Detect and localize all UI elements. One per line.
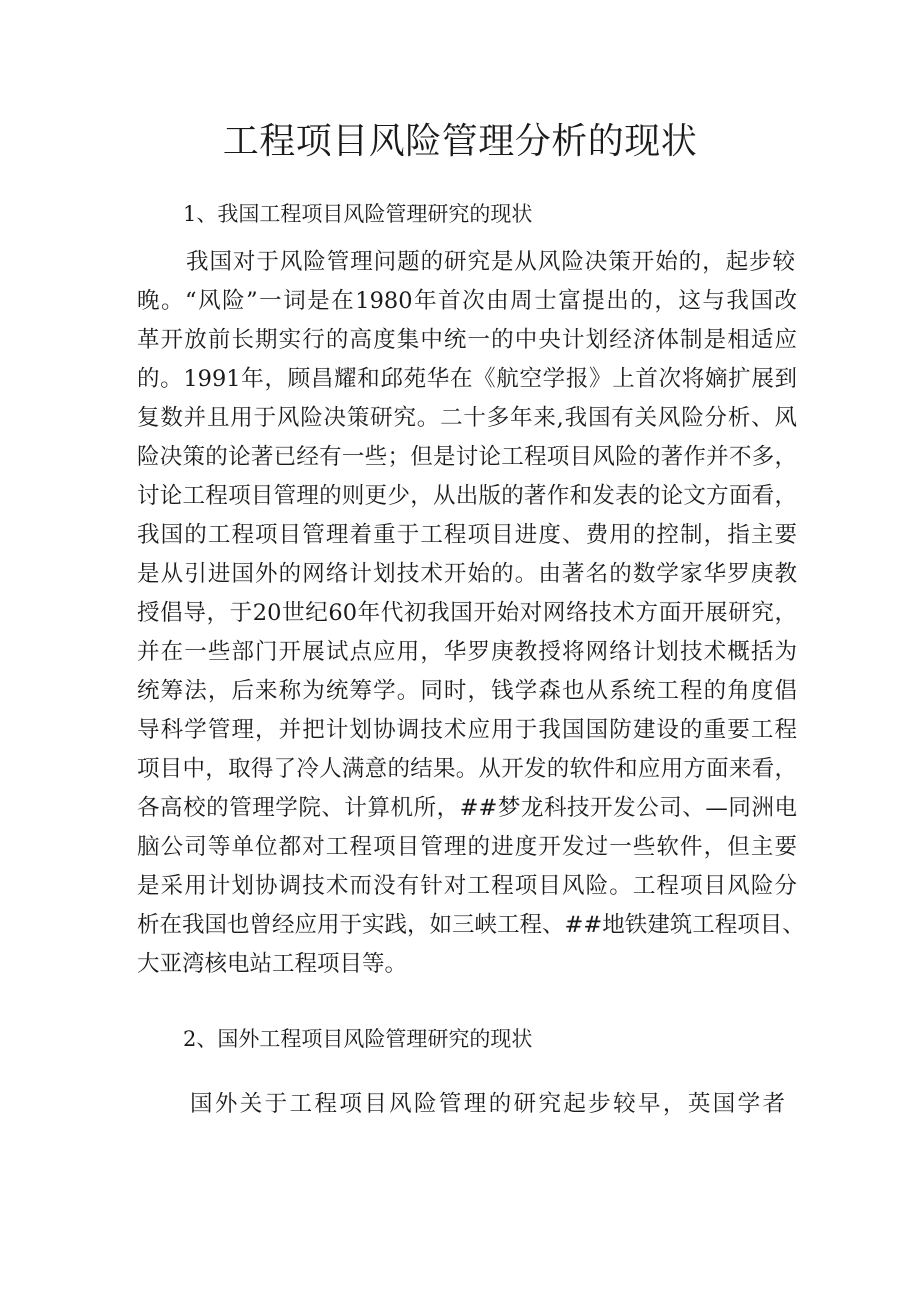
- paragraph-line: 我国的工程项目管理着重于工程项目进度、费用的控制，指主要: [137, 522, 797, 548]
- paragraph-line: 项目中，取得了冷人满意的结果。从开发的软件和应用方面来看，: [137, 756, 797, 782]
- paragraph-line: 是采用计划协调技术而没有针对工程项目风险。工程项目风险分: [137, 873, 797, 899]
- paragraph-line: 大亚湾核电站工程项目等。: [137, 951, 408, 977]
- paragraph-line: 脑公司等单位都对工程项目管理的进度开发过一些软件，但主要: [137, 834, 797, 860]
- section-1-heading: 1、我国工程项目风险管理研究的现状: [183, 202, 533, 226]
- paragraph-line: 并在一些部门开展试点应用，华罗庚教授将网络计划技术概括为: [137, 639, 797, 665]
- paragraph-line: 险决策的论著已经有一些；但是讨论工程项目风险的著作并不多，: [137, 444, 797, 470]
- paragraph-line: 统筹法，后来称为统筹学。同时，钱学森也从系统工程的角度倡: [137, 678, 797, 704]
- paragraph-line: 国外关于工程项目风险管理的研究起步较早，英国学者: [190, 1091, 785, 1117]
- paragraph-line: 导科学管理，并把计划协调技术应用于我国国防建设的重要工程: [137, 717, 797, 743]
- paragraph-line: 革开放前长期实行的高度集中统一的中央计划经济体制是相适应: [137, 327, 797, 353]
- paragraph-line: 授倡导，于20世纪60年代初我国开始对网络技术方面开展研究，: [137, 600, 797, 626]
- section-2-heading: 2、国外工程项目风险管理研究的现状: [183, 1027, 533, 1051]
- paragraph-line: 的。1991年，顾昌耀和邱苑华在《航空学报》上首次将嫡扩展到: [137, 366, 797, 392]
- paragraph-line: 各高校的管理学院、计算机所，##梦龙科技开发公司、—同洲电: [137, 795, 797, 821]
- paragraph-line: 晚。“风险”一词是在1980年首次由周士富提出的，这与我国改: [137, 288, 797, 314]
- paragraph-line: 析在我国也曾经应用于实践，如三峡工程、##地铁建筑工程项目、: [137, 912, 805, 938]
- paragraph-line: 是从引进国外的网络计划技术开始的。由著名的数学家华罗庚教: [137, 561, 797, 587]
- paragraph-line: 讨论工程项目管理的则更少，从出版的著作和发表的论文方面看，: [137, 483, 797, 509]
- paragraph-line: 复数并且用于风险决策研究。二十多年来,我国有关风险分析、风: [137, 405, 797, 431]
- paragraph-line: 我国对于风险管理问题的研究是从风险决策开始的，起步较: [186, 249, 795, 275]
- document-title: 工程项目风险管理分析的现状: [222, 121, 698, 162]
